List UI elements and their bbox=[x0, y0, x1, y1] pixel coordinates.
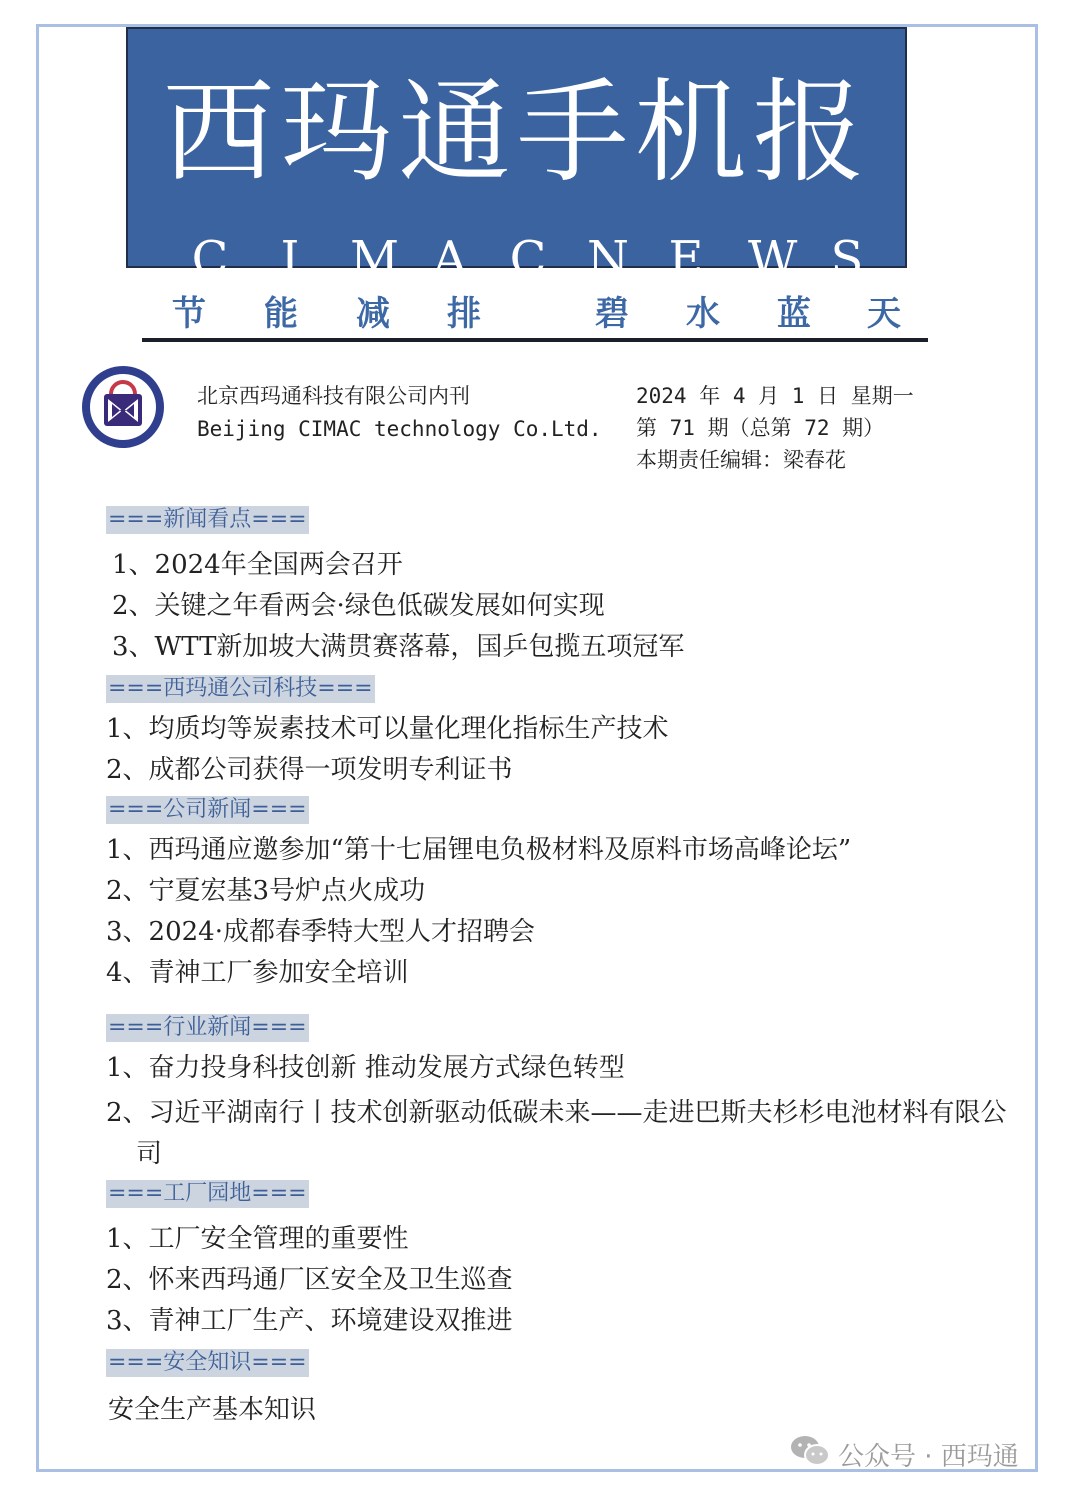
masthead-letter: M bbox=[350, 231, 400, 287]
slogan-char: 排 bbox=[447, 294, 481, 334]
list-item[interactable]: 2、怀来西玛通厂区安全及卫生巡查 bbox=[106, 1265, 513, 1295]
slogan-char: 减 bbox=[356, 294, 390, 334]
issue-info bbox=[636, 380, 914, 476]
list-item[interactable]: 3、青神工厂生产、环境建设双推进 bbox=[106, 1306, 513, 1336]
list-item[interactable]: 4、青神工厂参加安全培训 bbox=[106, 958, 409, 988]
list-item[interactable]: 3、WTT新加坡大满贯赛落幕，国乒包揽五项冠军 bbox=[112, 632, 685, 662]
list-item[interactable]: 1、西玛通应邀参加“第十七届锂电负极材料及原料市场高峰论坛” bbox=[106, 835, 852, 865]
section-header: ===行业新闻=== bbox=[108, 1015, 307, 1040]
publisher-name-en: Beijing CIMAC technology Co.Ltd. bbox=[197, 417, 602, 441]
masthead-letter: N bbox=[587, 231, 629, 287]
list-item[interactable]: 2、关键之年看两会·绿色低碳发展如何实现 bbox=[112, 591, 605, 621]
watermark bbox=[790, 1434, 1019, 1474]
slogan bbox=[142, 292, 928, 342]
list-item[interactable]: 1、工厂安全管理的重要性 bbox=[106, 1224, 409, 1254]
section-header: ===公司新闻=== bbox=[108, 797, 307, 822]
publisher-name-cn: 北京西玛通科技有限公司内刊 bbox=[197, 384, 470, 408]
slogan-char: 能 bbox=[264, 294, 298, 334]
section-header: ===安全知识=== bbox=[108, 1350, 307, 1375]
masthead-title: 西玛通手机报 bbox=[162, 68, 871, 198]
slogan-char: 节 bbox=[172, 294, 206, 334]
list-item[interactable]: 3、2024·成都春季特大型人才招聘会 bbox=[106, 917, 535, 947]
publisher-info bbox=[197, 380, 602, 446]
slogan-char: 蓝 bbox=[777, 294, 811, 334]
list-item[interactable]: 2、宁夏宏基3号炉点火成功 bbox=[106, 876, 426, 906]
masthead-letter: I bbox=[280, 231, 300, 287]
list-item[interactable]: 1、均质均等炭素技术可以量化理化指标生产技术 bbox=[106, 714, 669, 744]
list-item[interactable]: 安全生产基本知识 bbox=[108, 1395, 317, 1425]
section-header: ===工厂园地=== bbox=[108, 1181, 307, 1206]
slogan-char: 碧 bbox=[595, 294, 629, 334]
masthead-letter: C bbox=[191, 231, 229, 287]
slogan-char: 水 bbox=[686, 294, 720, 334]
list-item[interactable]: 2、成都公司获得一项发明专利证书 bbox=[106, 755, 513, 785]
company-logo-icon bbox=[80, 364, 166, 450]
masthead-letter: A bbox=[432, 231, 468, 287]
masthead bbox=[126, 27, 907, 287]
slogan-char: 天 bbox=[867, 294, 901, 334]
section-header: ===西玛通公司科技=== bbox=[108, 676, 373, 701]
masthead-subtitle bbox=[128, 231, 905, 287]
list-item[interactable]: 1、2024年全国两会召开 bbox=[112, 550, 403, 580]
masthead-letter: W bbox=[748, 231, 798, 287]
watermark-text: 公众号 · 西玛通 bbox=[838, 1441, 1019, 1472]
issue-number: 第 71 期（总第 72 期） bbox=[636, 416, 885, 440]
section-header: ===新闻看点=== bbox=[108, 507, 307, 532]
issue-date: 2024 年 4 月 1 日 星期一 bbox=[636, 384, 914, 408]
wechat-icon bbox=[790, 1434, 830, 1475]
list-item-text: 2、习近平湖南行丨技术创新驱动低碳未来——走进巴斯夫杉杉电池材料有限公司 bbox=[106, 1098, 1007, 1169]
list-item[interactable]: 1、奋力投身科技创新 推动发展方式绿色转型 bbox=[106, 1053, 625, 1083]
masthead-letter: C bbox=[509, 231, 547, 287]
masthead-letter: S bbox=[830, 231, 864, 287]
list-item[interactable] bbox=[106, 1093, 1031, 1175]
issue-editor: 本期责任编辑：梁春花 bbox=[636, 448, 846, 472]
masthead-letter: E bbox=[668, 231, 704, 287]
